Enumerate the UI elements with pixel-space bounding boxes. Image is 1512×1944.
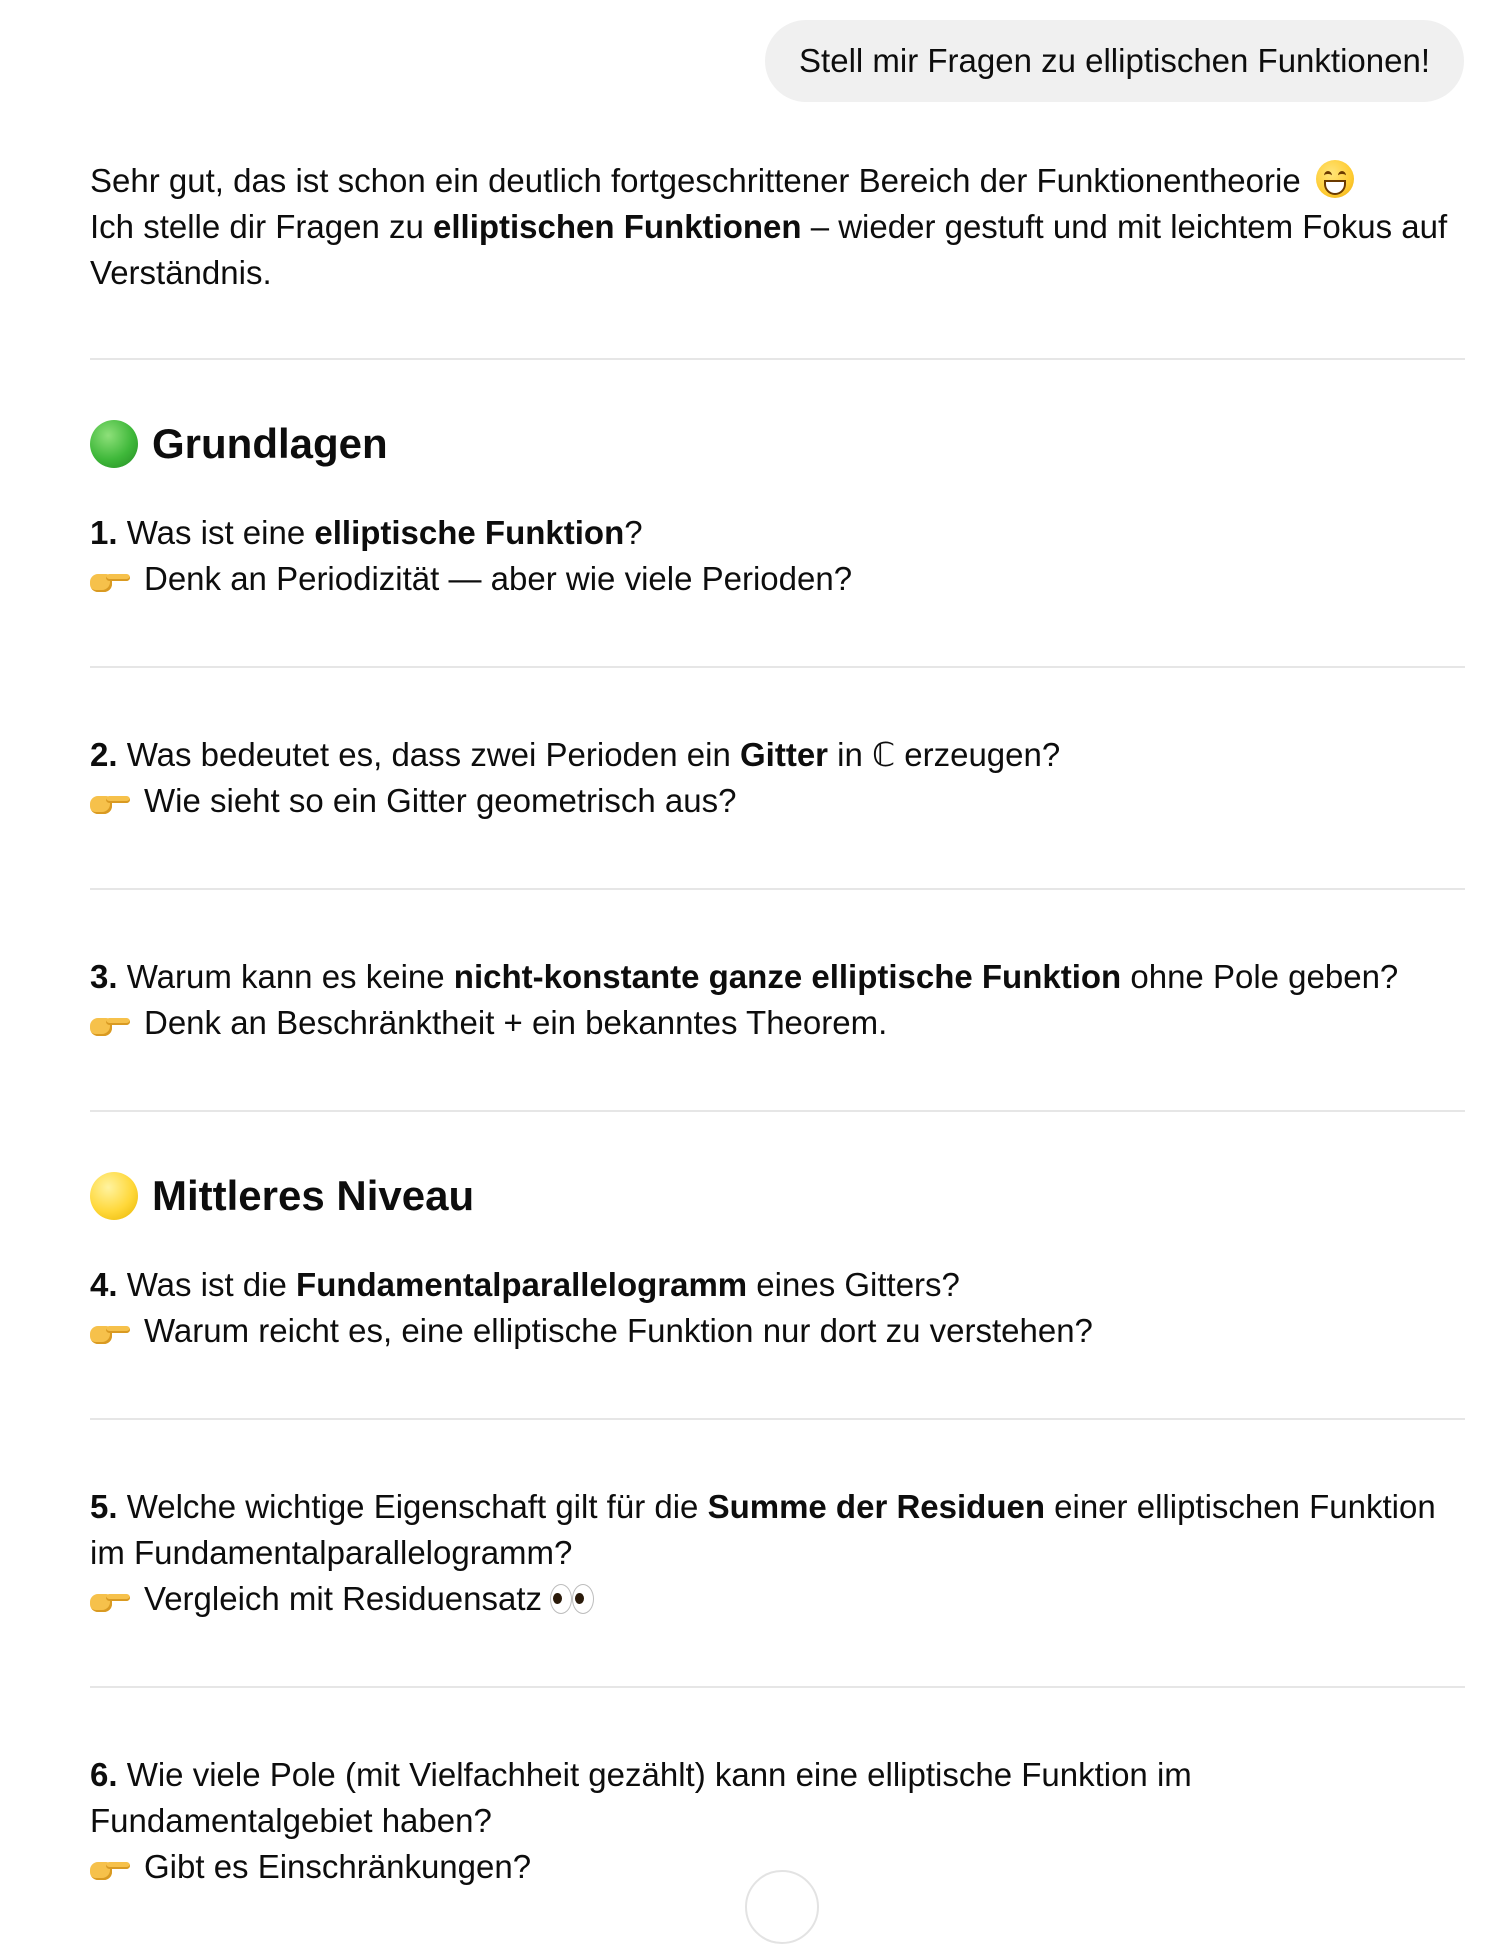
- pointing-hand-icon: [90, 1858, 130, 1880]
- question-hint: [90, 778, 1465, 824]
- question-number: 2.: [90, 736, 118, 773]
- question-text-post: ?: [624, 514, 643, 551]
- question-text-pre: Was bedeutet es, dass zwei Perioden ein: [117, 736, 740, 773]
- pointing-hand-icon: [90, 1590, 130, 1612]
- question-text-bold: elliptische Funktion: [314, 514, 625, 551]
- question-text-bold: nicht-konstante ganze elliptische Funktion: [453, 958, 1122, 995]
- section-title-mittleres-niveau: [90, 1170, 1465, 1222]
- assistant-message: [90, 158, 1465, 1890]
- yellow-circle-icon: [90, 1172, 138, 1220]
- green-circle-icon: [90, 420, 138, 468]
- pointing-hand-icon: [90, 1322, 130, 1344]
- user-message-row: [765, 20, 1464, 102]
- question-text-pre: Wie viele Pole (mit Vielfachheit gezählt) kann eine elliptische Funktion im Fundamentalgebiet haben?: [90, 1756, 1192, 1839]
- question-text-bold: Summe der Residuen: [707, 1488, 1045, 1525]
- question-number: 4.: [90, 1266, 118, 1303]
- user-message-bubble: Stell mir Fragen zu elliptischen Funktionen!: [765, 20, 1464, 102]
- question-text-post: ohne Pole geben?: [1121, 958, 1399, 995]
- question-number: 6.: [90, 1756, 118, 1793]
- grinning-face-icon: [1316, 160, 1354, 198]
- question-text-bold: Fundamentalparallelogramm: [296, 1266, 748, 1303]
- intro-line2-bold: elliptischen Funktionen: [433, 208, 802, 245]
- intro-line1: Sehr gut, das ist schon ein deutlich fortgeschrittener Bereich der Funktionentheorie: [90, 162, 1301, 199]
- question-number: 3.: [90, 958, 118, 995]
- question-hint: [90, 1308, 1465, 1354]
- hint-text: Warum reicht es, eine elliptische Funktion nur dort zu verstehen?: [144, 1312, 1093, 1349]
- question-5: [90, 1484, 1465, 1622]
- question-number: 5.: [90, 1488, 118, 1525]
- question-text-bold: Gitter: [740, 736, 829, 773]
- question-3: [90, 954, 1465, 1046]
- question-text-pre: Was ist eine: [117, 514, 315, 551]
- hint-text: Denk an Beschränktheit + ein bekanntes Theorem.: [144, 1004, 888, 1041]
- pointing-hand-icon: [90, 1014, 130, 1036]
- question-number: 1.: [90, 514, 118, 551]
- section-title-grundlagen: [90, 418, 1465, 470]
- question-2: [90, 732, 1465, 824]
- question-hint: [90, 556, 1465, 602]
- question-text-pre: Welche wichtige Eigenschaft gilt für die: [117, 1488, 708, 1525]
- hint-text: Wie sieht so ein Gitter geometrisch aus?: [144, 782, 737, 819]
- hint-text: Denk an Periodizität — aber wie viele Perioden?: [144, 560, 853, 597]
- question-text-post: in ℂ erzeugen?: [828, 736, 1061, 773]
- pointing-hand-icon: [90, 570, 130, 592]
- section-title-text: Mittleres Niveau: [152, 1172, 475, 1219]
- question-text-post: eines Gitters?: [747, 1266, 960, 1303]
- question-hint: [90, 1000, 1465, 1046]
- hint-text: Vergleich mit Residuensatz: [144, 1580, 543, 1617]
- hint-text: Gibt es Einschränkungen?: [144, 1848, 532, 1885]
- scroll-to-bottom-button[interactable]: [745, 1870, 819, 1944]
- question-text-post: einer elliptischen Funktion im Fundamentalparallelogramm?: [90, 1488, 1436, 1571]
- pointing-hand-icon: [90, 792, 130, 814]
- question-text-pre: Warum kann es keine: [117, 958, 454, 995]
- eyes-icon: [550, 1584, 594, 1614]
- question-hint: [90, 1576, 1465, 1622]
- intro-line2-pre: Ich stelle dir Fragen zu: [90, 208, 433, 245]
- question-4: [90, 1262, 1465, 1354]
- section-title-text: Grundlagen: [152, 420, 388, 467]
- intro-paragraph: [90, 158, 1465, 296]
- question-1: [90, 510, 1465, 602]
- intro-line2-post: – wieder gestuft und mit leichtem Fokus auf Verständnis.: [90, 208, 1448, 291]
- question-text-pre: Was ist die: [117, 1266, 297, 1303]
